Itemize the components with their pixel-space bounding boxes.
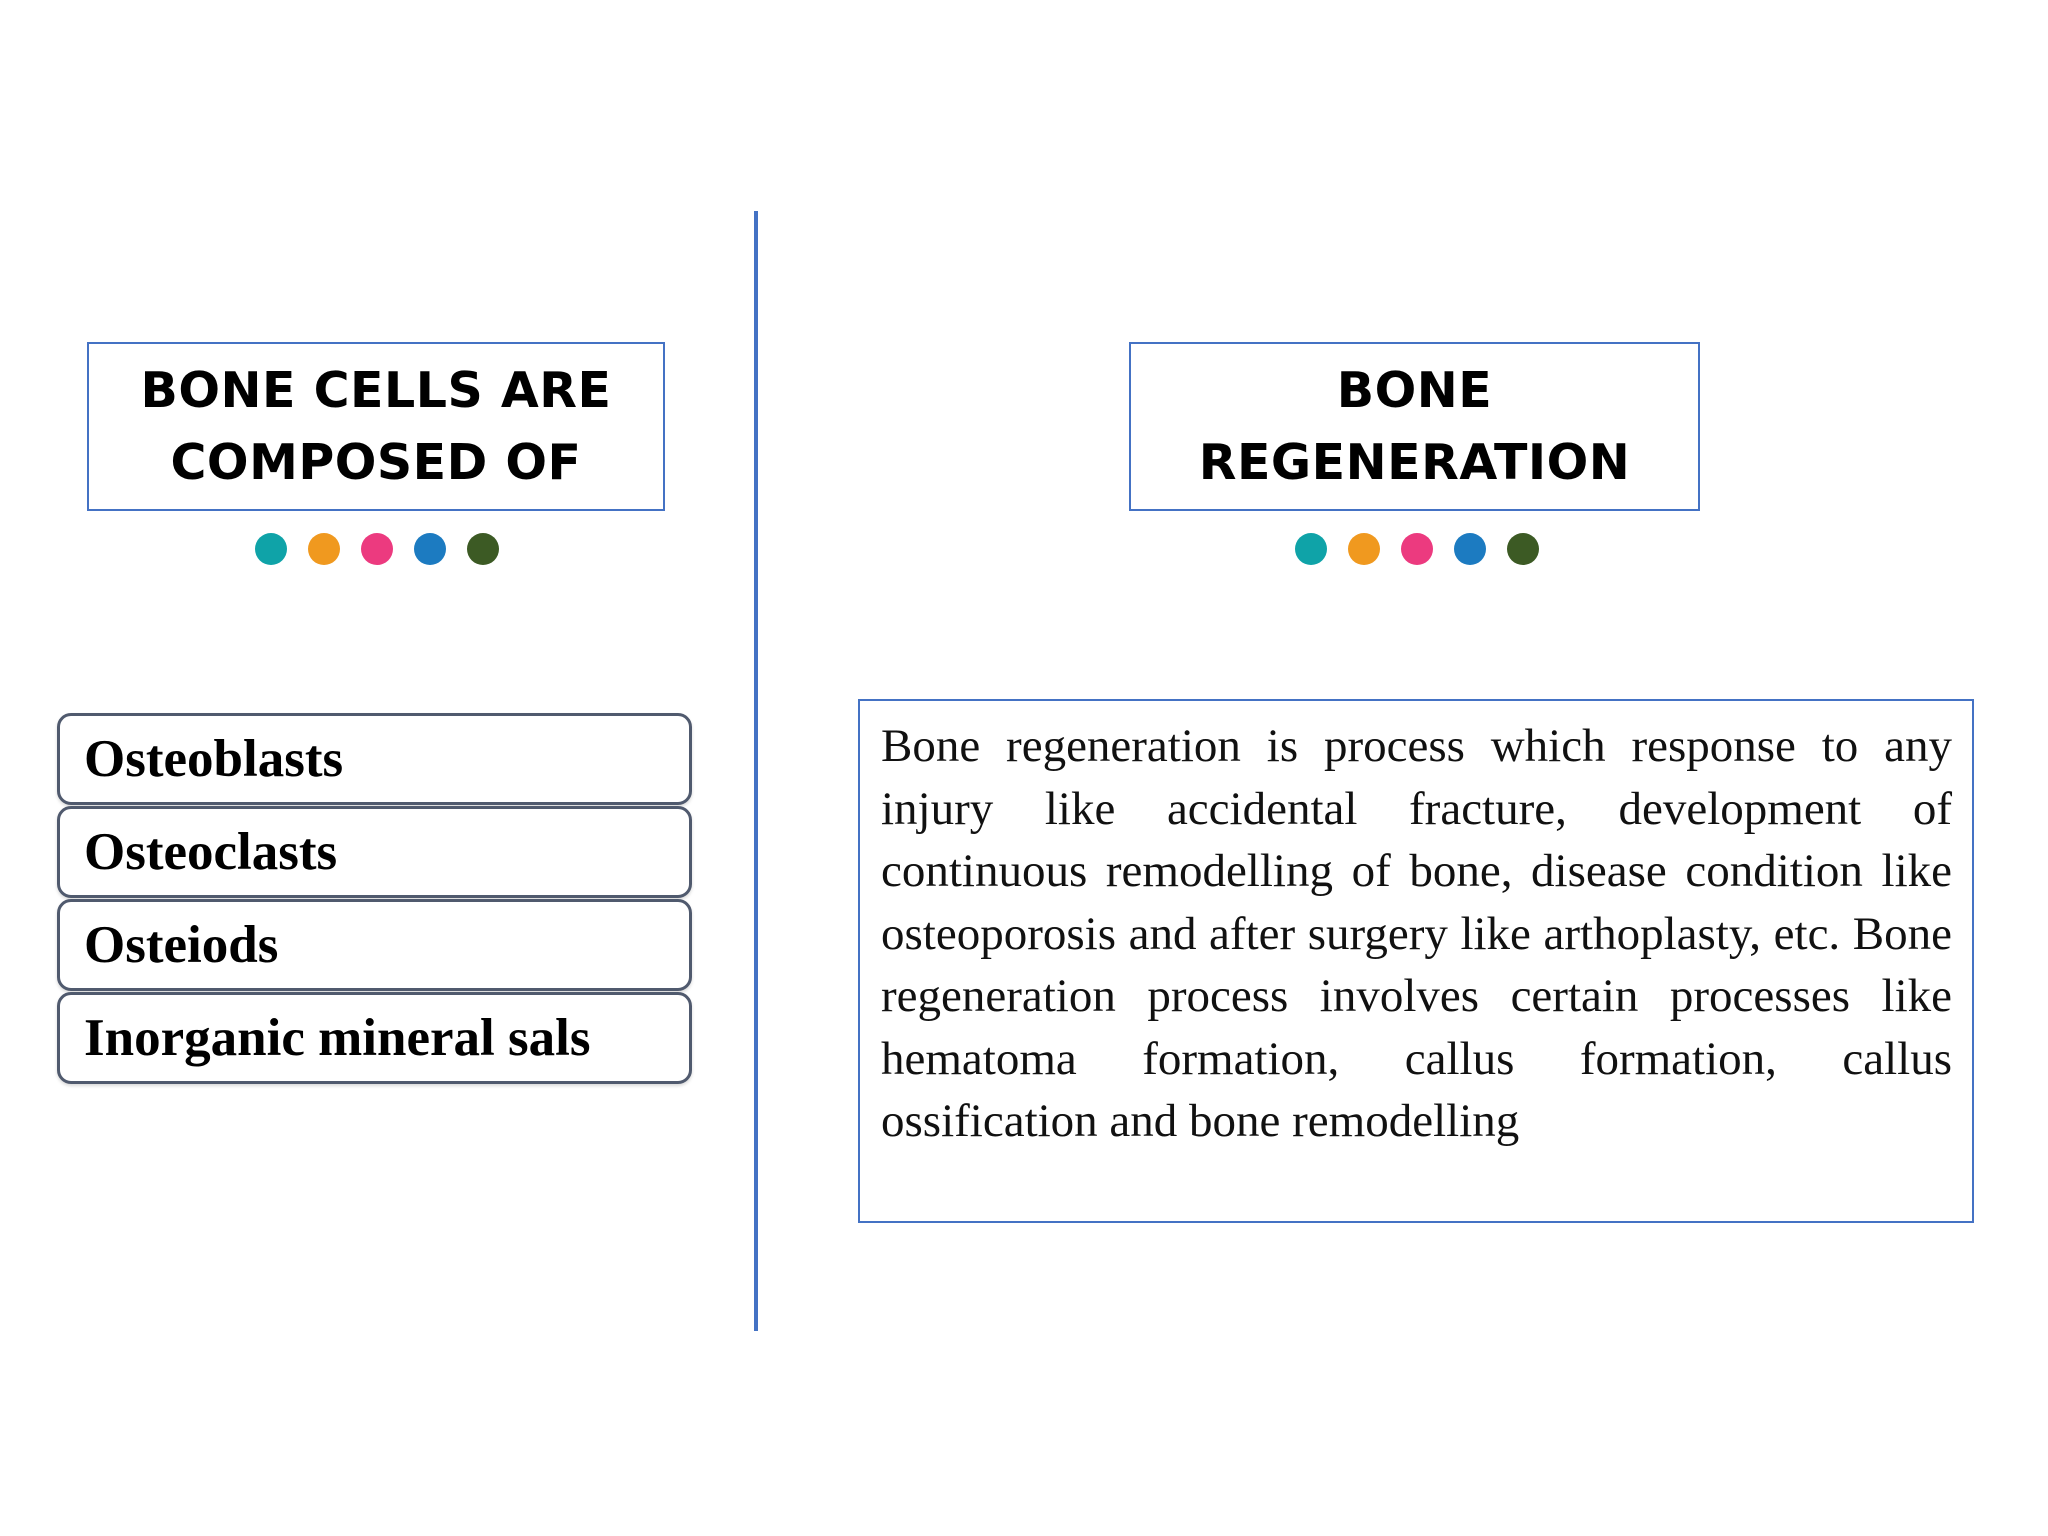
- dot-blue: [414, 533, 446, 565]
- right-decorative-dots: [1295, 533, 1539, 565]
- list-item-inorganic-mineral-sals: Inorganic mineral sals: [57, 992, 692, 1084]
- list-item-osteoclasts: Osteoclasts: [57, 806, 692, 898]
- dot-green: [467, 533, 499, 565]
- bone-cell-list: [57, 713, 692, 1085]
- left-heading: [141, 355, 612, 499]
- dot-orange: [308, 533, 340, 565]
- list-item-osteiods: Osteiods: [57, 899, 692, 991]
- right-heading-line-1: BONE: [1336, 361, 1493, 419]
- dot-blue: [1454, 533, 1486, 565]
- right-heading: [1199, 355, 1631, 499]
- left-heading-box: [87, 342, 665, 511]
- right-heading-box: [1129, 342, 1700, 511]
- dot-pink: [1401, 533, 1433, 565]
- left-heading-line-1: BONE CELLS ARE: [140, 361, 612, 419]
- dot-teal: [1295, 533, 1327, 565]
- dot-orange: [1348, 533, 1380, 565]
- left-heading-line-2: COMPOSED OF: [170, 433, 582, 491]
- dot-pink: [361, 533, 393, 565]
- vertical-divider: [754, 211, 758, 1331]
- left-decorative-dots: [255, 533, 499, 565]
- list-item-osteoblasts: Osteoblasts: [57, 713, 692, 805]
- dot-green: [1507, 533, 1539, 565]
- regeneration-description: Bone regeneration is process which response to any injury like accidental fracture, development of continuous remodelling of bone, disease condition like osteoporosis and after surgery like arthoplasty, etc. Bone regeneration process involves certain processes like hematoma formation, callus formation, callus ossification and bone remodelling: [858, 699, 1974, 1223]
- dot-teal: [255, 533, 287, 565]
- right-heading-line-2: REGENERATION: [1198, 433, 1631, 491]
